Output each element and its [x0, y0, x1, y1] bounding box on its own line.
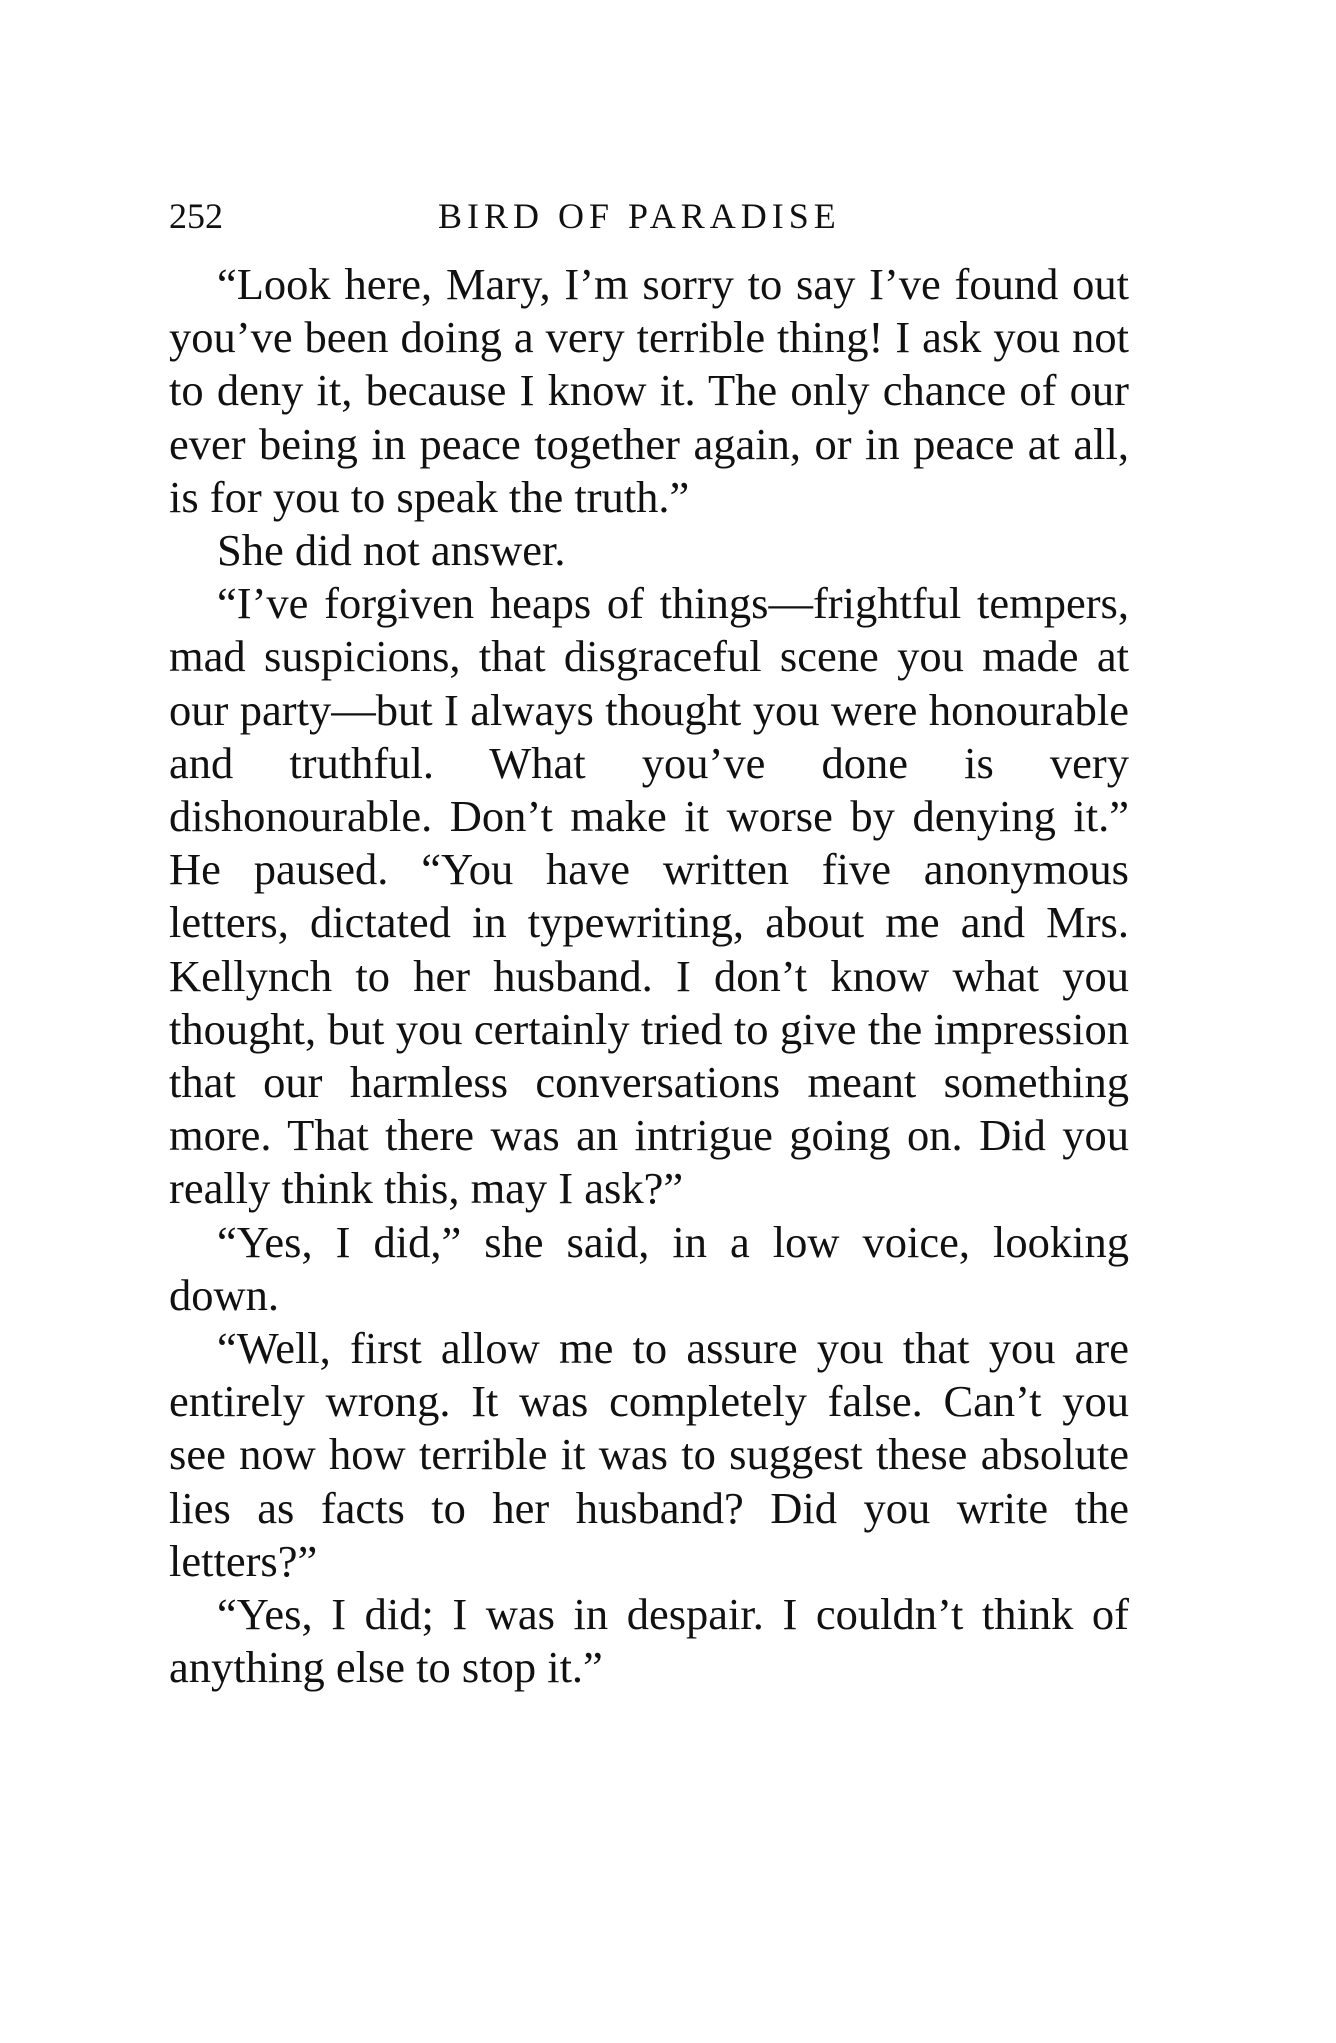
paragraph: “Yes, I did,” she said, in a low voice, looking down. — [169, 1216, 1129, 1320]
paragraph: She did not answer. — [217, 525, 566, 576]
book-title: BIRD OF PARADISE — [438, 196, 841, 236]
body-text — [169, 258, 1129, 1694]
paragraph: “Yes, I did; I was in despair. I couldn’t think of anything else to stop it.” — [169, 1589, 1129, 1693]
page-number: 252 — [169, 196, 223, 236]
running-head — [169, 188, 1129, 244]
paragraph: “Well, first allow me to assure you that you are entirely wrong. It was completely false. Can’t you see now how terrible it was to suggest these absolute lies as facts to her husband? Did you write the letters?” — [169, 1323, 1129, 1586]
paragraph: “I’ve forgiven heaps of things—frightful tempers, mad suspicions, that disgraceful scene you made at our party—but I always thought you were honourable and truthful. What you’ve done is very dishonourable. Don’t make it worse by denying it.” He paused. “You have written five anonymous letters, dictated in typewriting, about me and Mrs. Kellynch to her husband. I don’t know what you thought, but you certainly tried to give the impression that our harmless conversations meant something more. That there was an intrigue going on. Did you really think this, may I ask?” — [169, 578, 1129, 1214]
paragraph: “Look here, Mary, I’m sorry to say I’ve found out you’ve been doing a very terrible thing! I ask you not to deny it, because I know it. The only chance of our ever being in peace together again, or in peace at all, is for you to speak the truth.” — [169, 259, 1129, 522]
